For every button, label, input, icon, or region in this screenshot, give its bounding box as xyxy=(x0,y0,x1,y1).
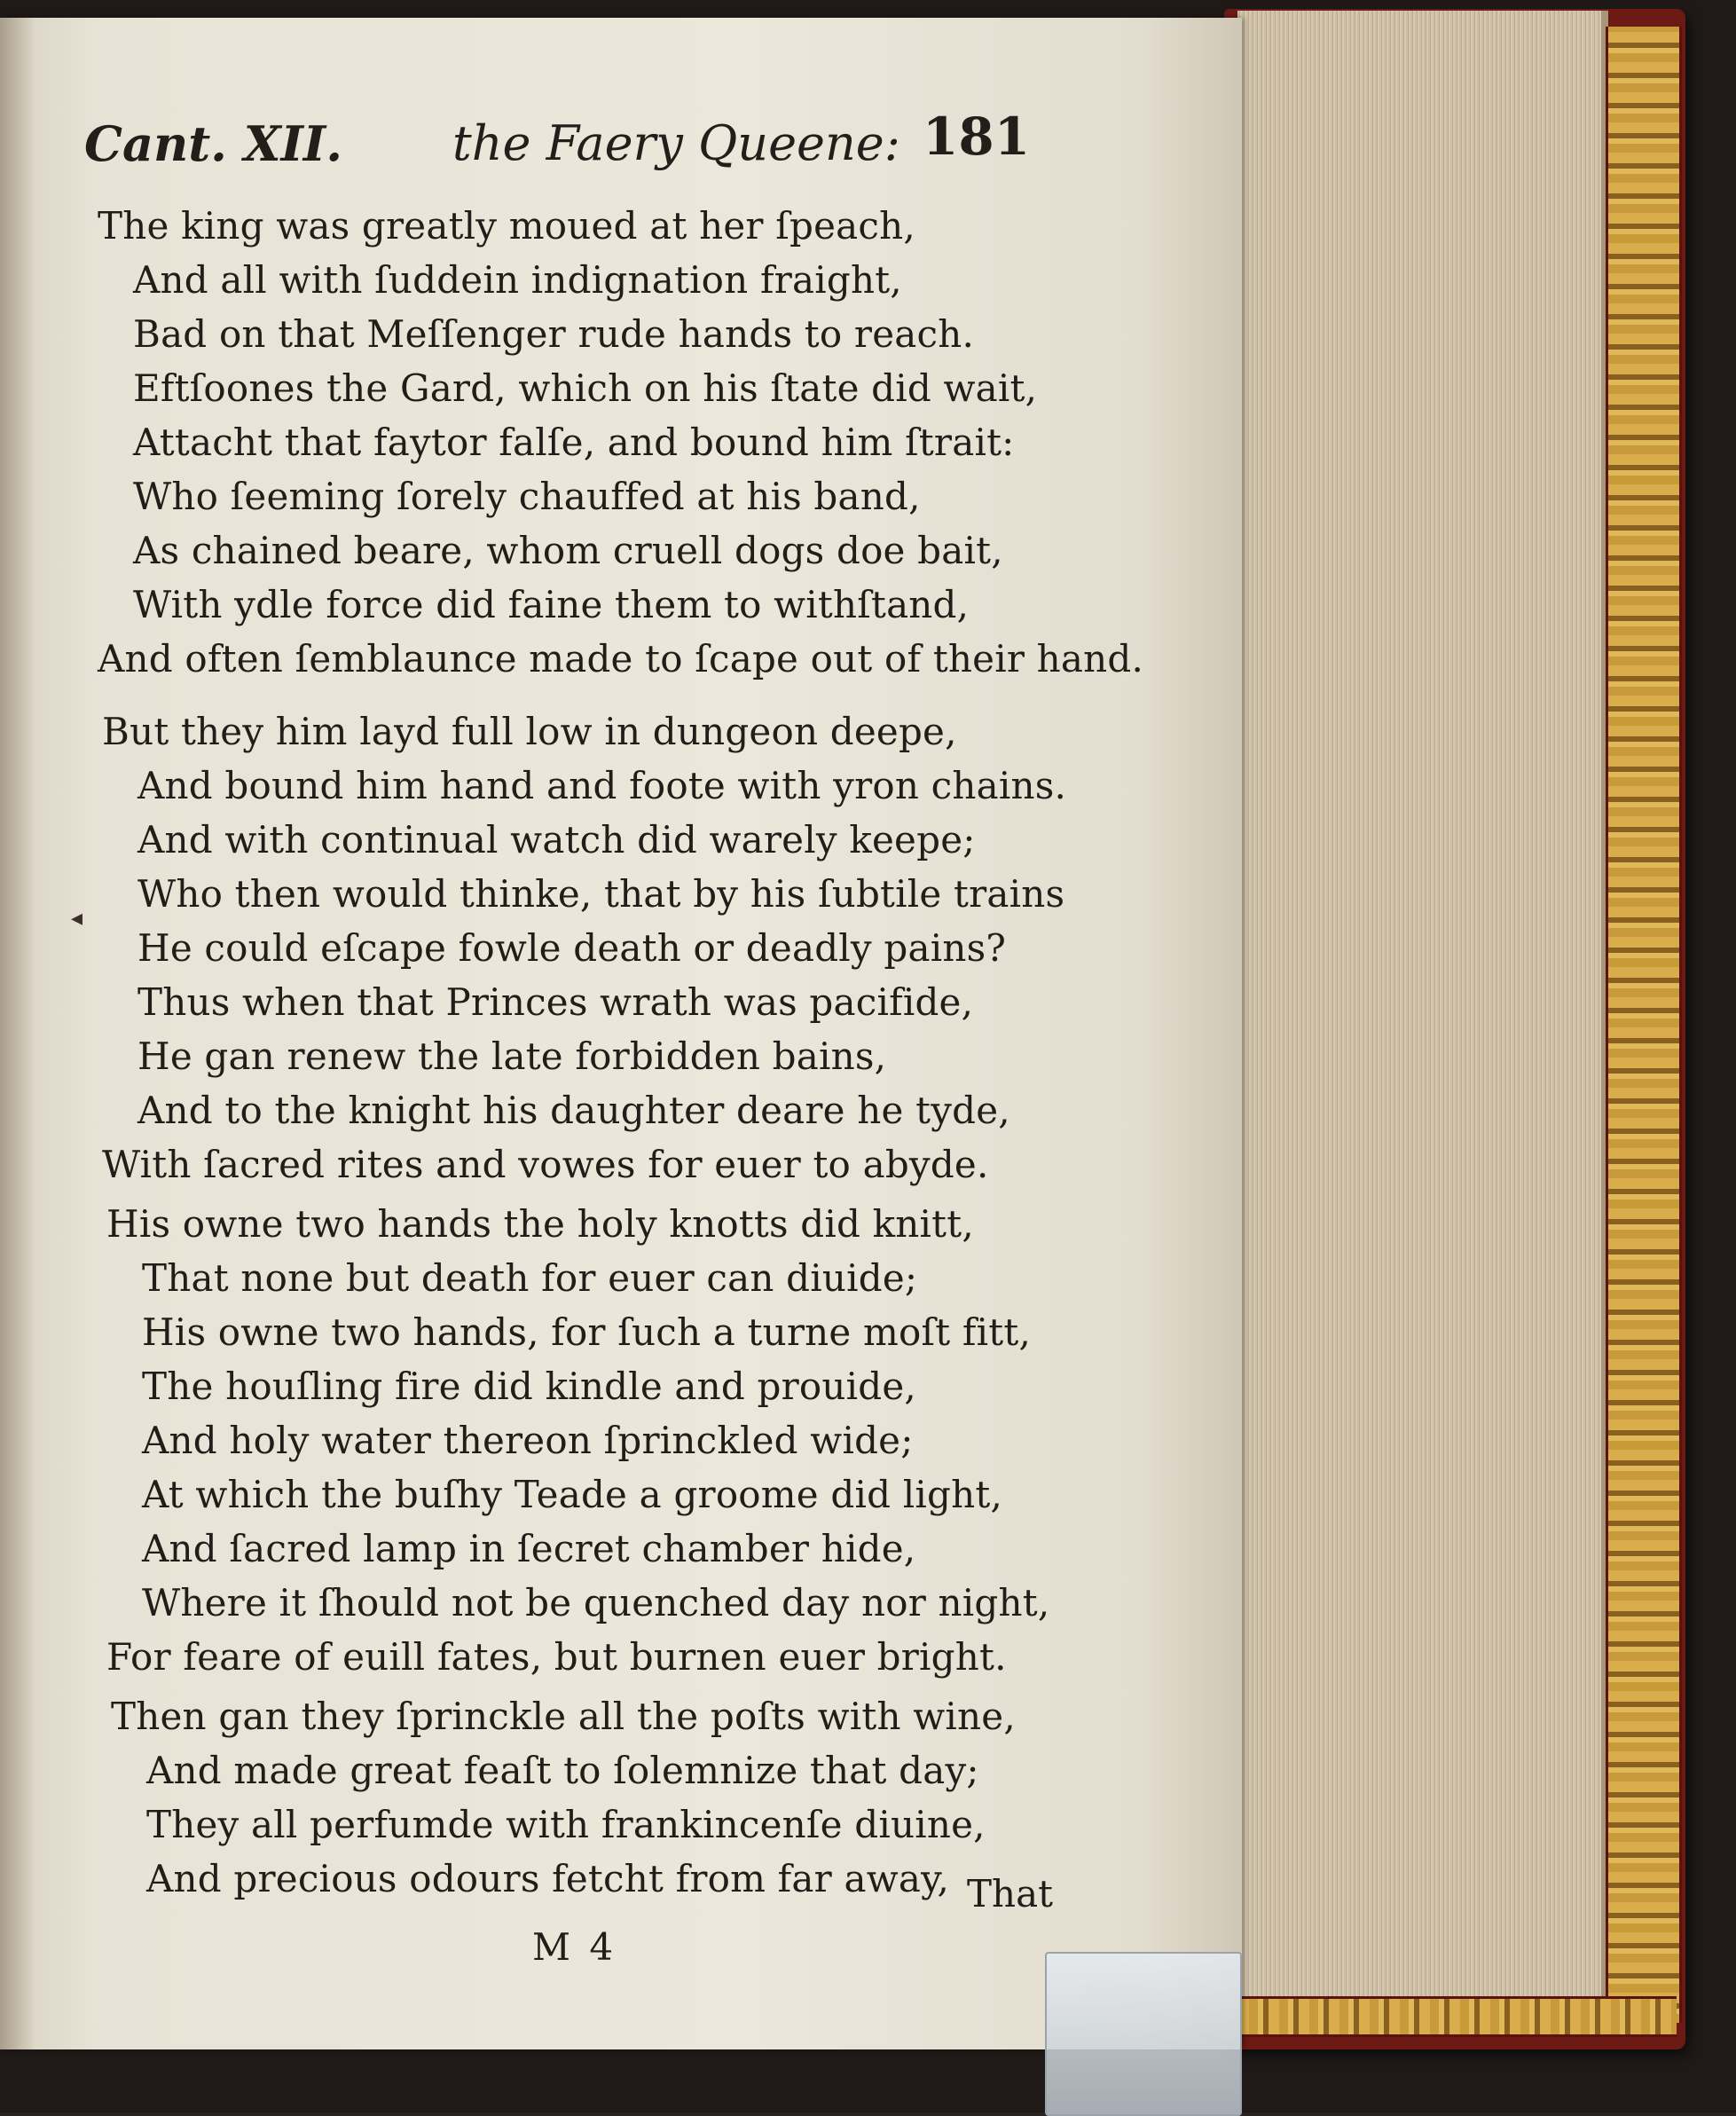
verse-line: Then gan they ſprinckle all the poſts with wine, xyxy=(111,1695,1016,1738)
gilt-border-right xyxy=(1606,27,1682,2023)
verse-line: Bad on that Meſſenger rude hands to reach. xyxy=(133,312,975,356)
margin-mark: ◂ xyxy=(71,905,83,932)
verse-line: And all with ſuddein indignation fraight, xyxy=(133,258,902,302)
verse-line: At which the buſhy Teade a groome did light, xyxy=(142,1473,1003,1516)
verse-line: Who ſeeming ſorely chauffed at his band, xyxy=(133,475,921,518)
verse-line: With ſacred rites and vowes for euer to abyde. xyxy=(102,1143,989,1186)
verse-line: His owne two hands, for ſuch a turne moſt fitt, xyxy=(142,1310,1031,1354)
verse-line: For feare of euill fates, but burnen euer bright. xyxy=(106,1635,1007,1679)
verse-line: And precious odours fetcht from far away, xyxy=(146,1857,950,1900)
verse-line: And holy water thereon ſprinckled wide; xyxy=(142,1419,914,1462)
verse-line: Where it ſhould not be quenched day nor night, xyxy=(142,1581,1050,1624)
verse-line: The king was greatly moued at her ſpeach, xyxy=(98,204,915,248)
verse-line: Who then would thinke, that by his ſubtile trains xyxy=(137,872,1065,916)
verse-line: His owne two hands the holy knotts did knitt, xyxy=(106,1202,974,1246)
page-number: 181 xyxy=(923,106,1031,167)
verse-line: And ſacred lamp in ſecret chamber hide, xyxy=(142,1527,916,1570)
verse-line: And bound him hand and foote with yron chains. xyxy=(137,764,1067,807)
verse-line: Attacht that faytor falſe, and bound him ſtrait: xyxy=(133,421,1015,464)
page-clip xyxy=(1045,1952,1242,2116)
verse-line: That none but death for euer can diuide; xyxy=(142,1256,918,1300)
verse-line: The houſling fire did kindle and prouide, xyxy=(142,1365,916,1408)
verse-line: But they him layd full low in dungeon deepe, xyxy=(102,710,957,753)
catchword: That xyxy=(967,1872,1053,1915)
verse-line: They all perfumde with frankincenſe diuine, xyxy=(146,1803,986,1846)
page-block-edges xyxy=(1237,11,1608,1998)
signature-mark: M 4 xyxy=(532,1925,617,1969)
verse-line: And made great feaſt to ſolemnize that day; xyxy=(146,1749,979,1792)
verse-line: He could eſcape fowle death or deadly pains? xyxy=(137,926,1007,970)
verse-line: With ydle force did faine them to withſtand, xyxy=(133,583,970,626)
book-page xyxy=(0,18,1242,2049)
verse-line: Thus when that Princes wrath was pacifide, xyxy=(137,980,974,1024)
verse-line: And with continual watch did warely keepe; xyxy=(137,818,976,861)
running-head-canto: Cant. XII. xyxy=(84,115,342,172)
verse-line: Eftſoones the Gard, which on his ſtate did wait, xyxy=(133,366,1038,410)
verse-line: And often ſemblaunce made to ſcape out of their hand. xyxy=(98,637,1144,680)
running-head-title: the Faery Queene: xyxy=(452,115,900,171)
verse-line: He gan renew the late forbidden bains, xyxy=(137,1034,887,1078)
verse-line: As chained beare, whom cruell dogs doe bait, xyxy=(133,529,1003,572)
verse-line: And to the knight his daughter deare he tyde, xyxy=(137,1089,1010,1132)
gutter-shadow xyxy=(0,18,35,2049)
